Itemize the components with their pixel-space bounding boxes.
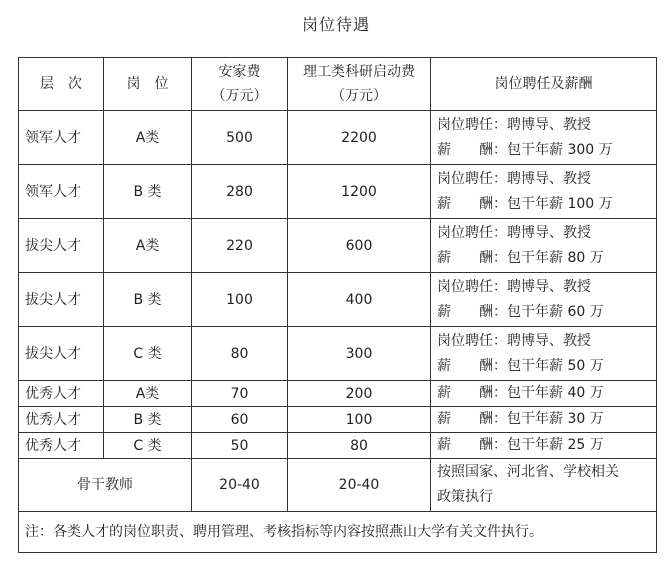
cell-research: 1200	[288, 165, 431, 219]
cell-appoint	[431, 381, 657, 407]
table-row-backbone	[19, 459, 657, 512]
cell-level: 拔尖人才	[19, 327, 104, 381]
page-title: 岗位待遇	[301, 15, 370, 34]
cell-research: 2200	[288, 111, 431, 165]
salary-line: 薪 酬：包干年薪 60 万	[437, 303, 604, 320]
appoint-line: 岗位聘任：聘博导、教授	[437, 224, 591, 241]
table-row	[19, 111, 657, 165]
salary-line: 薪 酬：包干年薪 100 万	[437, 195, 613, 212]
header-settle-fee-line2: （万元）	[211, 88, 268, 104]
table-row	[19, 219, 657, 273]
table-header-row	[19, 58, 657, 111]
table-note: 注：各类人才的岗位职责、聘用管理、考核指标等内容按照燕山大学有关文件执行。	[19, 512, 657, 553]
cell-backbone-research: 20-40	[288, 459, 431, 512]
cell-position: C 类	[104, 327, 192, 381]
header-settle-fee	[192, 58, 288, 111]
cell-settle: 80	[192, 327, 288, 381]
cell-settle: 70	[192, 381, 288, 407]
cell-position: A类	[104, 111, 192, 165]
appoint-line: 岗位聘任：聘博导、教授	[437, 332, 591, 349]
appoint-line: 岗位聘任：聘博导、教授	[437, 116, 591, 133]
header-level: 层 次	[19, 58, 104, 111]
header-appoint: 岗位聘任及薪酬	[431, 58, 657, 111]
cell-position: B 类	[104, 407, 192, 433]
salary-line: 薪 酬：包干年薪 50 万	[437, 357, 604, 374]
policy-line: 政策执行	[437, 489, 493, 505]
cell-research: 400	[288, 273, 431, 327]
cell-research: 80	[288, 433, 431, 459]
table-row	[19, 381, 657, 407]
table-row	[19, 273, 657, 327]
cell-level: 优秀人才	[19, 407, 104, 433]
cell-appoint	[431, 219, 657, 273]
cell-position: B 类	[104, 273, 192, 327]
cell-level: 领军人才	[19, 111, 104, 165]
table-row	[19, 407, 657, 433]
cell-settle: 60	[192, 407, 288, 433]
cell-settle: 220	[192, 219, 288, 273]
cell-appoint	[431, 433, 657, 459]
cell-research: 300	[288, 327, 431, 381]
cell-level: 拔尖人才	[19, 219, 104, 273]
table-row	[19, 327, 657, 381]
header-research-fee-line1: 理工类科研启动费	[303, 64, 415, 80]
salary-table	[18, 57, 657, 553]
cell-position: A类	[104, 219, 192, 273]
header-research-fee-line2: （万元）	[331, 88, 387, 104]
cell-research: 600	[288, 219, 431, 273]
appoint-line: 岗位聘任：聘博导、教授	[437, 278, 591, 295]
header-research-fee	[288, 58, 431, 111]
salary-line: 薪 酬：包干年薪 40 万	[437, 385, 604, 401]
cell-research: 200	[288, 381, 431, 407]
salary-line: 薪 酬：包干年薪 300 万	[437, 141, 613, 158]
header-settle-fee-line1: 安家费	[218, 64, 261, 80]
cell-level: 优秀人才	[19, 433, 104, 459]
header-position: 岗 位	[104, 58, 192, 111]
cell-settle: 280	[192, 165, 288, 219]
cell-appoint	[431, 165, 657, 219]
salary-line: 薪 酬：包干年薪 25 万	[437, 437, 604, 453]
cell-backbone-label: 骨干教师	[19, 459, 192, 512]
appoint-line: 岗位聘任：聘博导、教授	[437, 170, 591, 187]
cell-level: 优秀人才	[19, 381, 104, 407]
cell-backbone-appoint	[431, 459, 657, 512]
cell-appoint	[431, 327, 657, 381]
cell-position: B 类	[104, 165, 192, 219]
cell-level: 拔尖人才	[19, 273, 104, 327]
cell-position: C 类	[104, 433, 192, 459]
cell-level: 领军人才	[19, 165, 104, 219]
cell-settle: 100	[192, 273, 288, 327]
cell-research: 100	[288, 407, 431, 433]
cell-appoint	[431, 111, 657, 165]
cell-backbone-settle: 20-40	[192, 459, 288, 512]
policy-line: 按照国家、河北省、学校相关	[437, 464, 619, 480]
table-note-row	[19, 512, 657, 553]
cell-settle: 500	[192, 111, 288, 165]
cell-appoint	[431, 407, 657, 433]
cell-appoint	[431, 273, 657, 327]
cell-position: A类	[104, 381, 192, 407]
table-row	[19, 165, 657, 219]
salary-line: 薪 酬：包干年薪 80 万	[437, 249, 604, 266]
table-row	[19, 433, 657, 459]
cell-settle: 50	[192, 433, 288, 459]
salary-line: 薪 酬：包干年薪 30 万	[437, 411, 604, 427]
